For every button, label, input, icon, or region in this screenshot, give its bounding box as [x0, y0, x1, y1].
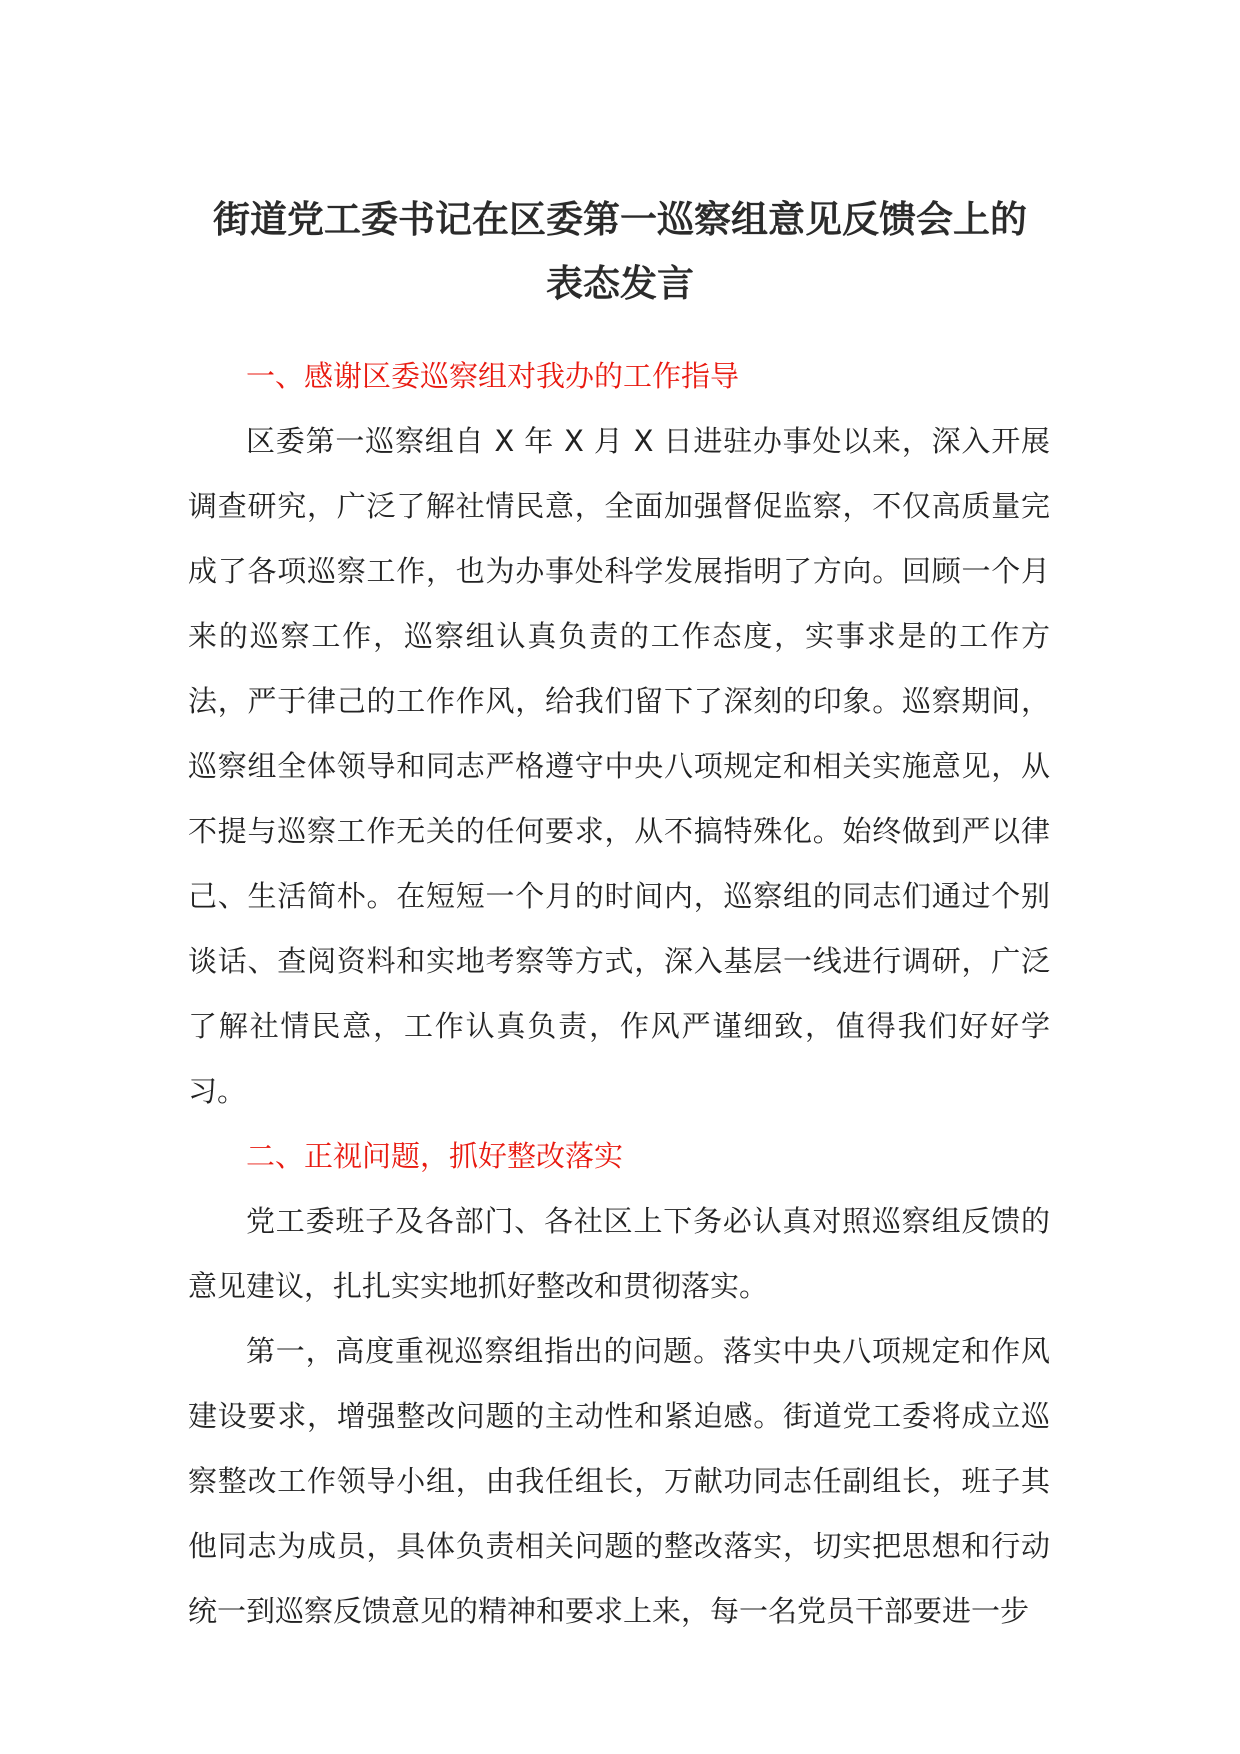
- section-heading-1: 一、感谢区委巡察组对我办的工作指导: [246, 359, 740, 393]
- paragraph-1: 区委第一巡察组自 X 年 X 月 X 日进驻办事处以来，深入开展调查研究，广泛了解社情民意，全面加强督促监察，不仅高质量完成了各项巡察工作，也为办事处科学发展指明了方向。回顾一个月来的巡察工作，巡察组认真负责的工作态度，实事求是的工作方法，严于律己的工作作风，给我们留下了深刻的印象。巡察期间，巡察组全体领导和同志严格遵守中央八项规定和相关实施意见，从不提与巡察工作无关的任何要求，从不搞特殊化。始终做到严以律己、生活简朴。在短短一个月的时间内，巡察组的同志们通过个别谈话、查阅资料和实地考察等方式，深入基层一线进行调研，广泛了解社情民意，工作认真负责，作风严谨细致，值得我们好好学习。: [188, 424, 1050, 1108]
- section-heading-2: 二、正视问题，抓好整改落实: [246, 1139, 624, 1173]
- document-title: 街道党工委书记在区委第一巡察组意见反馈会上的表态发言: [213, 198, 1027, 305]
- document-body: [188, 344, 1050, 1644]
- paragraph-3: 第一，高度重视巡察组指出的问题。落实中央八项规定和作风建设要求，增强整改问题的主动性和紧迫感。街道党工委将成立巡察整改工作领导小组，由我任组长，万献功同志任副组长，班子其他同志为成员，具体负责相关问题的整改落实，切实把思想和行动统一到巡察反馈意见的精神和要求上来，每一名党员干部要进一步: [188, 1334, 1050, 1628]
- paragraph-2: 党工委班子及各部门、各社区上下务必认真对照巡察组反馈的意见建议，扎扎实实地抓好整改和贯彻落实。: [188, 1204, 1050, 1303]
